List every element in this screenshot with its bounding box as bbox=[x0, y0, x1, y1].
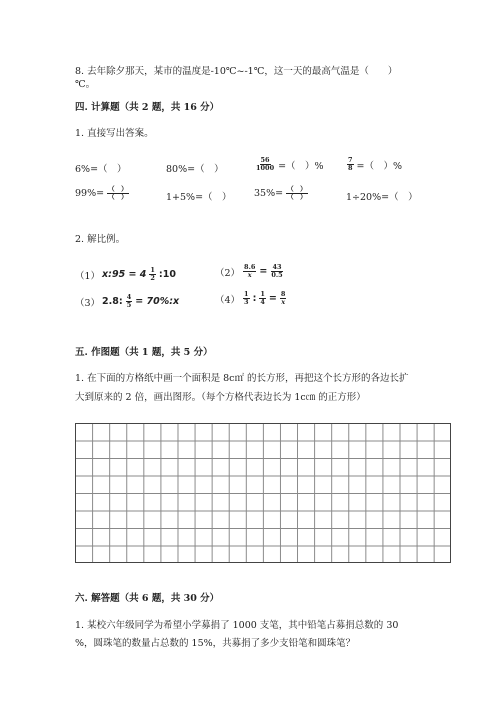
calc-item-f: 1+5%=（ ） bbox=[166, 192, 232, 203]
calc-item-g: 35%= $\frac{( )}{( )}$ bbox=[254, 185, 307, 201]
fraction: $\frac{7}{8}$ bbox=[348, 156, 353, 172]
q8-line2: ℃。 bbox=[75, 79, 96, 90]
proportion-2: （2） $\frac{8.6}{x}$ = $\frac{43}{0.5}$ bbox=[215, 263, 283, 279]
fraction: $\frac{4}{5}$ bbox=[126, 293, 132, 309]
fraction: $\frac{( )}{( )}$ bbox=[287, 185, 307, 201]
fraction: $\frac{1}{2}$ bbox=[150, 266, 155, 282]
proportion-4: （4） $\frac{1}{3}$ : $\frac{1}{4}$ = $\frac{8}{x}$ bbox=[215, 290, 286, 306]
s4-q1-title: 1. 直接写出答案。 bbox=[75, 128, 154, 139]
fraction: $\frac{56}{1000}$ bbox=[256, 156, 275, 172]
calc-item-d: $\frac{7}{8}$ =（ ）% bbox=[348, 156, 403, 172]
fraction: $\frac{( )}{( )}$ bbox=[108, 185, 128, 201]
fraction: $\frac{43}{0.5}$ bbox=[271, 263, 283, 279]
s6-q1-line1: 1. 某校六年级同学为希望小学募捐了 1000 支笔，其中铅笔占募捐总数的 30 bbox=[75, 620, 399, 631]
proportion-3: （3） 2.8: $\frac{4}{5}$ = 70%:x bbox=[75, 293, 180, 309]
calc-item-h: 1÷20%=（ ） bbox=[346, 192, 418, 203]
s4-q2-title: 2. 解比例。 bbox=[75, 234, 126, 245]
calc-item-a: 6%=（ ） bbox=[75, 164, 127, 175]
section5-title: 五. 作图题（共 1 题，共 5 分） bbox=[75, 347, 213, 358]
fraction: $\frac{8}{x}$ bbox=[280, 290, 286, 306]
section4-title: 四. 计算题（共 2 题，共 16 分） bbox=[75, 102, 220, 113]
fraction: $\frac{8.6}{x}$ bbox=[244, 263, 256, 279]
graph-paper-grid bbox=[75, 423, 451, 563]
s6-q1-line2: %，圆珠笔的数量占总数的 15%，共募捐了多少支铅笔和圆珠笔？ bbox=[75, 638, 356, 649]
calc-item-c: $\frac{56}{1000}$ =（ ）% bbox=[256, 156, 324, 172]
q8-line1: 8. 去年除夕那天，某市的温度是-10℃~-1℃，这一天的最高气温是（ ） bbox=[75, 66, 398, 77]
proportion-1: （1） x:95 = 4 $\frac{1}{2}$ :10 bbox=[75, 266, 176, 282]
s5-q1-line2: 大到原来的 2 倍，画出图形。（每个方格代表边长为 1c㎝ 的正方形） bbox=[75, 392, 366, 403]
calc-item-b: 80%=（ ） bbox=[166, 164, 224, 175]
s5-q1-line1: 1. 在下面的方格纸中画一个面积是 8c㎡ 的长方形，再把这个长方形的各边长扩 bbox=[75, 373, 409, 384]
fraction: $\frac{1}{3}$ bbox=[244, 290, 249, 306]
calc-item-e: 99%= $\frac{( )}{( )}$ bbox=[75, 185, 128, 201]
section6-title: 六. 解答题（共 6 题，共 30 分） bbox=[75, 593, 220, 604]
fraction: $\frac{1}{4}$ bbox=[260, 290, 265, 306]
